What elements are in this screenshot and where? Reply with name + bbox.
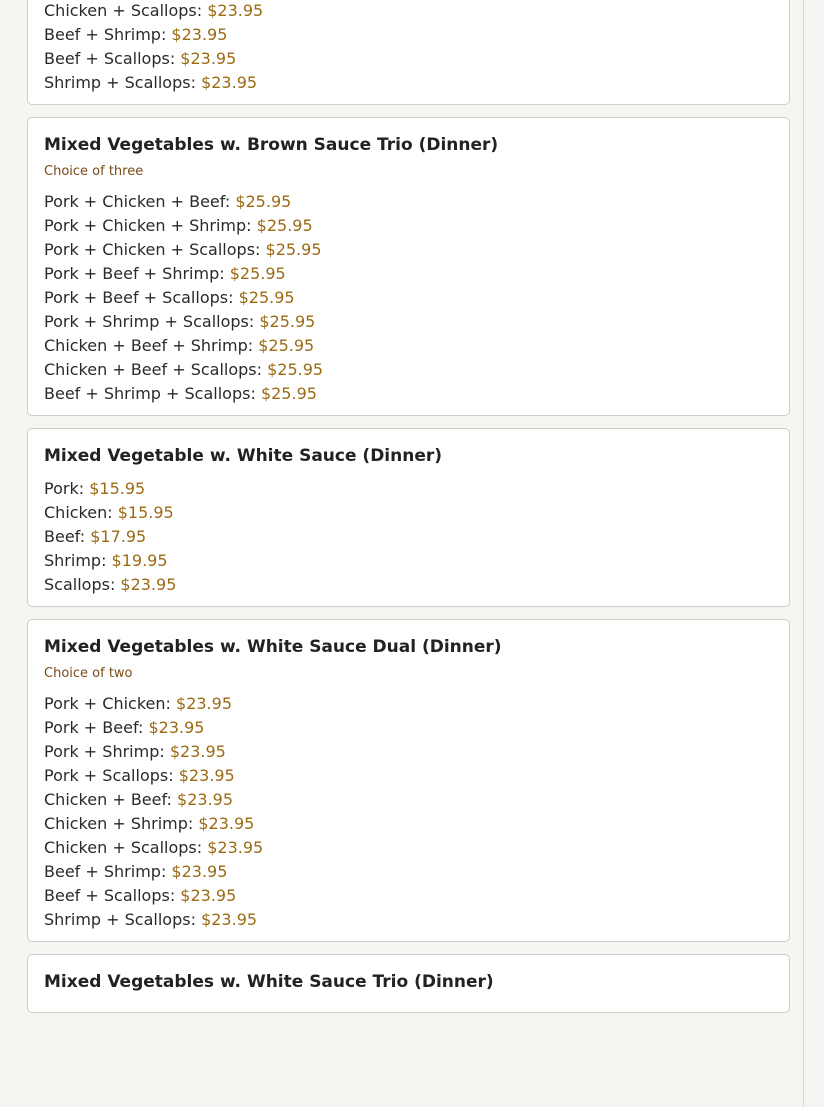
item-name: Chicken + Shrimp [44,814,188,833]
item-name: Pork + Beef + Scallops [44,288,229,307]
menu-item[interactable]: Chicken + Beef + Scallops: $25.95 [44,360,324,379]
item-price: $19.95 [111,551,168,570]
menu-item[interactable]: Pork + Beef + Shrimp: $25.95 [44,264,286,283]
item-price: $25.95 [260,384,317,403]
item-name: Chicken + Beef [44,790,167,809]
menu-item[interactable]: Pork: $15.95 [44,479,146,498]
item-name: Shrimp + Scallops [44,910,191,929]
item-price: $23.95 [120,575,177,594]
item-name: Pork + Chicken + Scallops [44,240,256,259]
menu-item[interactable]: Pork + Beef + Scallops: $25.95 [44,288,295,307]
section-subtitle: Choice of three [44,164,144,179]
item-price: $25.95 [238,288,295,307]
item-name: Chicken + Scallops [44,838,197,857]
item-name: Scallops [44,575,110,594]
item-price: $25.95 [267,360,324,379]
menu-item[interactable]: Chicken + Beef: $23.95 [44,790,234,809]
item-price: $23.95 [171,862,228,881]
item-name: Chicken + Scallops [44,1,197,20]
menu-item[interactable]: Pork + Scallops: $23.95 [44,766,235,785]
item-name: Pork + Chicken [44,694,166,713]
item-price: $25.95 [258,336,315,355]
menu-item[interactable]: Pork + Chicken + Shrimp: $25.95 [44,216,313,235]
menu-item[interactable]: Pork + Shrimp: $23.95 [44,742,226,761]
menu-item[interactable]: Scallops: $23.95 [44,575,177,594]
item-price: $25.95 [256,216,313,235]
item-price: $23.95 [148,718,205,737]
menu-item[interactable]: Shrimp + Scallops: $23.95 [44,73,258,92]
menu-item[interactable]: Pork + Chicken + Scallops: $25.95 [44,240,322,259]
section-title: Mixed Vegetables w. White Sauce Dual (Dinner) [44,637,502,657]
item-price: $23.95 [201,73,258,92]
menu-section-card [27,428,790,607]
item-name: Chicken [44,503,108,522]
item-price: $25.95 [259,312,316,331]
item-name: Pork + Chicken + Beef [44,192,225,211]
menu-item[interactable]: Pork + Shrimp + Scallops: $25.95 [44,312,316,331]
menu-section-card [27,0,790,105]
item-price: $23.95 [169,742,226,761]
menu-item[interactable]: Pork + Chicken: $23.95 [44,694,232,713]
section-title: Mixed Vegetable w. White Sauce (Dinner) [44,446,443,466]
menu-item[interactable]: Beef: $17.95 [44,527,147,546]
item-name: Pork + Shrimp + Scallops [44,312,249,331]
menu-item[interactable]: Chicken + Beef + Shrimp: $25.95 [44,336,315,355]
menu-item[interactable]: Beef + Shrimp + Scallops: $25.95 [44,384,317,403]
item-name: Chicken + Beef + Shrimp [44,336,248,355]
item-price: $23.95 [207,1,264,20]
item-price: $25.95 [235,192,292,211]
menu-item[interactable]: Shrimp: $19.95 [44,551,168,570]
menu-item[interactable]: Chicken: $15.95 [44,503,174,522]
item-price: $23.95 [201,910,258,929]
item-price: $23.95 [198,814,255,833]
section-subtitle: Choice of two [44,666,133,681]
item-name: Beef + Scallops [44,49,170,68]
section-title: Mixed Vegetables w. White Sauce Trio (Dinner) [44,972,494,992]
item-price: $17.95 [90,527,147,546]
item-name: Pork + Beef + Shrimp [44,264,220,283]
item-price: $23.95 [171,25,228,44]
item-name: Beef + Scallops [44,886,170,905]
item-price: $23.95 [178,766,235,785]
item-name: Pork + Shrimp [44,742,160,761]
item-name: Chicken + Beef + Scallops [44,360,257,379]
item-name: Pork [44,479,79,498]
menu-item[interactable]: Beef + Scallops: $23.95 [44,49,237,68]
item-price: $23.95 [176,694,232,713]
item-name: Pork + Scallops [44,766,169,785]
section-title: Mixed Vegetables w. Brown Sauce Trio (Dinner) [44,135,499,155]
item-name: Beef + Shrimp + Scallops [44,384,251,403]
menu-item[interactable]: Chicken + Shrimp: $23.95 [44,814,255,833]
item-name: Pork + Beef [44,718,139,737]
menu-section-card [27,619,790,942]
item-price: $15.95 [117,503,174,522]
item-price: $23.95 [180,886,237,905]
menu-item[interactable]: Shrimp + Scallops: $23.95 [44,910,258,929]
item-price: $15.95 [89,479,146,498]
menu-item[interactable]: Beef + Shrimp: $23.95 [44,25,228,44]
menu-item[interactable]: Pork + Beef: $23.95 [44,718,205,737]
item-price: $23.95 [177,790,234,809]
item-name: Shrimp + Scallops [44,73,191,92]
item-name: Pork + Chicken + Shrimp [44,216,247,235]
item-name: Beef + Shrimp [44,862,161,881]
item-price: $23.95 [207,838,264,857]
menu-section-card [27,117,790,416]
menu-item[interactable]: Beef + Scallops: $23.95 [44,886,237,905]
menu-item[interactable]: Chicken + Scallops: $23.95 [44,1,264,20]
item-price: $25.95 [265,240,322,259]
menu-section-card [27,954,790,1013]
menu-item[interactable]: Chicken + Scallops: $23.95 [44,838,264,857]
item-name: Beef + Shrimp [44,25,161,44]
menu-item[interactable]: Beef + Shrimp: $23.95 [44,862,228,881]
item-price: $23.95 [180,49,237,68]
item-name: Beef [44,527,80,546]
item-price: $25.95 [229,264,286,283]
item-name: Shrimp [44,551,102,570]
menu-item[interactable]: Pork + Chicken + Beef: $25.95 [44,192,292,211]
